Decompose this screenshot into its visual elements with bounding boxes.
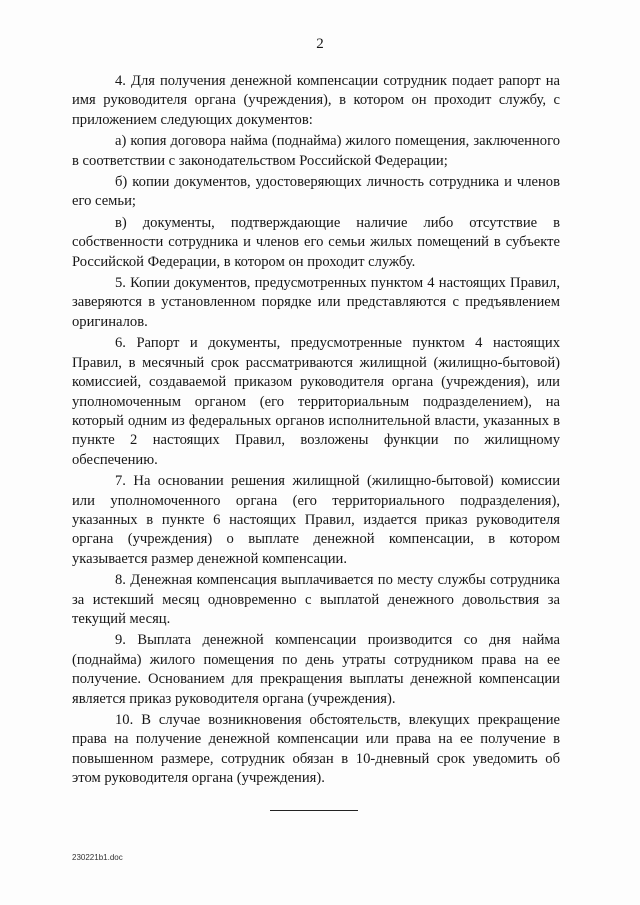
document-body — [72, 72, 560, 791]
subitem-a: а) копия договора найма (поднайма) жилого помещения, заключенного в соответствии с законодательством Российской Федерации; — [72, 133, 560, 169]
paragraph-10: 10. В случае возникновения обстоятельств, влекущих прекращение права на получение денежной компенсации или права на ее получение в повышенном размере, сотрудник обязан в 10-дневный срок уведомить об этом руководителя органа (учреждения). — [72, 712, 560, 787]
page-number: 2 — [316, 36, 324, 52]
paragraph-8: 8. Денежная компенсация выплачивается по месту службы сотрудника за истекший месяц одновременно с выплатой денежного довольствия за текущий месяц. — [72, 572, 560, 627]
subitem-b: б) копии документов, удостоверяющих личность сотрудника и членов его семьи; — [72, 174, 560, 210]
end-rule — [270, 810, 358, 811]
paragraph-7: 7. На основании решения жилищной (жилищно-бытовой) комиссии или уполномоченного органа (его территориального подразделения), указанных в пункте 6 настоящих Правил, издается приказ руководителя органа (учреждения) о выплате денежной компенсации, в котором указывается размер денежной компенсации. — [72, 473, 560, 567]
footer-file-code: 230221b1.doc — [72, 853, 123, 862]
paragraph-9: 9. Выплата денежной компенсации производится со дня найма (поднайма) жилого помещения по день утраты сотрудником права на ее получение. Основанием для прекращения выплаты денежной компенсации является приказ руководителя органа (учреждения). — [72, 632, 560, 707]
paragraph-4: 4. Для получения денежной компенсации сотрудник подает рапорт на имя руководителя органа (учреждения), в котором он проходит службу, с приложением следующих документов: — [72, 73, 560, 128]
subitem-v: в) документы, подтверждающие наличие либо отсутствие в собственности сотрудника и членов его семьи жилых помещений в субъекте Российской Федерации, в котором он проходит службу. — [72, 214, 560, 270]
paragraph-6: 6. Рапорт и документы, предусмотренные пунктом 4 настоящих Правил, в месячный срок рассматриваются жилищной (жилищно-бытовой) комиссией, создаваемой приказом руководителя органа (учреждения), или уполномоченным органом (его территориальным подразделением), на который одним из федеральных органов исполнительной власти, указанных в пункте 2 настоящих Правил, возложены функции по жилищному обеспечению. — [72, 335, 560, 468]
paragraph-5: 5. Копии документов, предусмотренных пунктом 4 настоящих Правил, заверяются в установленном порядке или представляются с предъявлением оригиналов. — [72, 275, 560, 330]
